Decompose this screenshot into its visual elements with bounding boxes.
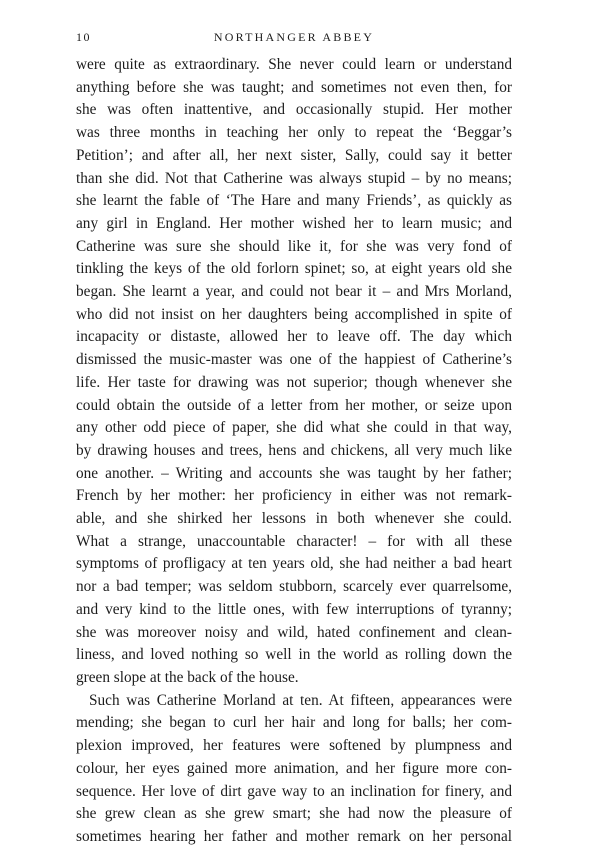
text-line: and very kind to the little ones, with few interruptions of tyranny; [76, 600, 512, 618]
text-line: symptoms of profligacy at ten years old, she had neither a bad heart [76, 555, 512, 573]
text-line: sequence. Her love of dirt gave way to an inclination for finery, and [76, 782, 512, 800]
text-line: than she did. Not that Catherine was always stupid – by no means; [76, 169, 512, 187]
text-line: Petition’; and after all, her next sister, Sally, could say it better [76, 146, 512, 164]
text-line: dismissed the music-master was one of the happiest of Catherine’s [76, 351, 512, 369]
text-line: green slope at the back of the house. [76, 668, 299, 686]
book-title: NORTHANGER ABBEY [213, 30, 375, 44]
text-line: nor a bad temper; was seldom stubborn, scarcely ever quarrelsome, [76, 578, 512, 596]
text-line: Such was Catherine Morland at ten. At fifteen, appearances were [89, 691, 512, 709]
text-line: plexion improved, her features were softened by plumpness and [76, 737, 512, 755]
text-line: was three months in teaching her only to repeat the ‘Beggar’s [76, 124, 512, 142]
book-page [76, 30, 512, 849]
text-line: Catherine was sure she should like it, for she was very fond of [76, 237, 512, 255]
text-line: liness, and loved nothing so well in the world as rolling down the [76, 646, 512, 664]
page-number: 10 [76, 30, 91, 44]
text-line: French by her mother: her proficiency in either was not remark- [76, 487, 512, 505]
text-line: colour, her eyes gained more animation, and her figure more con- [76, 759, 512, 777]
text-line: were quite as extraordinary. She never could learn or understand [76, 56, 512, 73]
text-line: any other odd piece of paper, she did what she could in that way, [76, 419, 512, 437]
body-text [76, 54, 512, 849]
text-line: she learnt the fable of ‘The Hare and many Friends’, as quickly as [76, 192, 512, 210]
text-line: by drawing houses and trees, hens and chickens, all very much like [76, 441, 512, 459]
text-line: anything before she was taught; and sometimes not even then, for [76, 78, 512, 96]
paragraph [76, 690, 512, 849]
text-line: who did not insist on her daughters being accomplished in spite of [76, 305, 512, 323]
text-line: she was moreover noisy and wild, hated confinement and clean- [76, 623, 512, 641]
text-line: tinkling the keys of the old forlorn spinet; so, at eight years old she [76, 260, 512, 278]
text-line: able, and she shirked her lessons in both whenever she could. [76, 510, 512, 528]
text-line: mending; she began to curl her hair and long for balls; her com- [76, 714, 512, 732]
text-line: she grew clean as she grew smart; she had now the pleasure of [76, 805, 512, 823]
paragraph [76, 54, 512, 690]
text-line: one another. – Writing and accounts she was taught by her father; [76, 464, 512, 482]
text-line: she was often inattentive, and occasionally stupid. Her mother [76, 101, 512, 119]
text-line: What a strange, unaccountable character! – for with all these [76, 532, 512, 550]
text-line: any girl in England. Her mother wished her to learn music; and [76, 214, 512, 232]
text-line: sometimes hearing her father and mother remark on her personal [76, 827, 512, 845]
text-line: incapacity or distaste, allowed her to leave off. The day which [76, 328, 512, 346]
running-head [76, 30, 512, 48]
text-line: began. She learnt a year, and could not bear it – and Mrs Morland, [76, 283, 512, 301]
text-line: life. Her taste for drawing was not superior; though whenever she [76, 373, 512, 391]
text-line: could obtain the outside of a letter from her mother, or seize upon [76, 396, 512, 414]
